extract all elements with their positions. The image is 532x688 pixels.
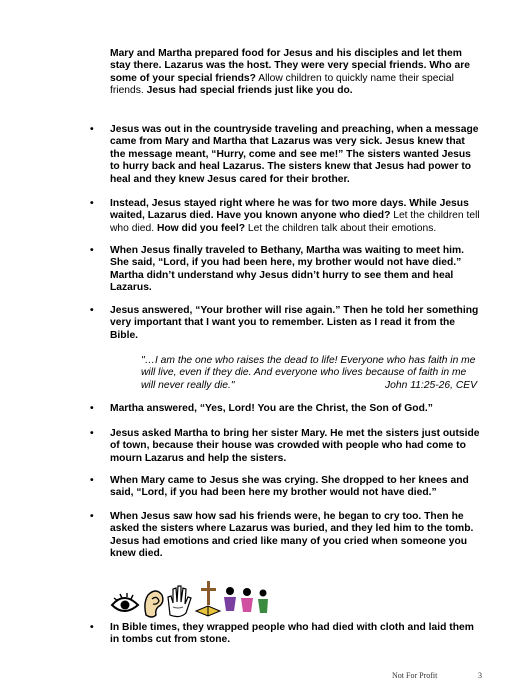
bullet-marker: • [90, 511, 94, 522]
page-number: 3 [478, 671, 482, 680]
bullet-item-6 [90, 428, 482, 465]
bullet-marker: • [90, 403, 94, 414]
eye-icon [112, 593, 138, 611]
bullet-item-4 [90, 305, 482, 342]
bullet-text: Jesus asked Martha to bring her sister Mary. He met the sisters just outside of town, because their house was crowded with people who had come to mourn Lazarus and help the sisters. [110, 428, 480, 464]
footer-label: Not For Profit [392, 671, 438, 680]
bullet-text: When Jesus finally traveled to Bethany, Martha was waiting to meet him. She said, “Lord, if you had been here, my brother would not have died.” Martha didn’t understand why Jesus didn’t hurry to see them and heal Lazarus. [110, 245, 464, 294]
intro-text-bold-2: Jesus had special friends just like you do. [143, 85, 353, 97]
people-icon [224, 587, 268, 613]
bullet-item-8 [90, 511, 482, 561]
bullet-text: Jesus answered, “Your brother will rise again.” Then he told her something very important that I want you to remember. Listen as I read it from the Bible. [110, 305, 479, 341]
bullet-marker: • [90, 245, 94, 256]
bullet-text: Martha answered, “Yes, Lord! You are the Christ, the Son of God.” [110, 403, 433, 414]
bullet-item-1 [90, 124, 482, 186]
bullet-marker: • [90, 198, 94, 209]
bullet-marker: • [90, 305, 94, 316]
bullet-text: Jesus was out in the countryside traveling and preaching, when a message came from Mary and Martha that Lazarus was very sick. Jesus knew that the message meant, “Hurry, come and see me!” The sisters wanted Jesus to hurry back and heal Lazarus. The sisters knew that Jesus had power to heal and they knew Jesus cared for their brother. [110, 124, 479, 185]
bullet-text: When Jesus saw how sad his friends were, he began to cry too. Then he asked the sisters where Lazarus was buried, and they led him to the tomb. Jesus had emotions and cried like many of you cried when someone you knew died. [110, 511, 474, 560]
bullet-item-5 [90, 403, 482, 415]
cross-book-icon [196, 581, 220, 616]
bullet-text: Instead, Jesus stayed right where he was for two more days. While Jesus waited, Lazarus died. Have you known anyone who died? [110, 198, 469, 222]
bullet-instruction: Let the children tell who died. [110, 210, 480, 234]
hand-icon [168, 586, 191, 617]
senses-clipart [110, 577, 270, 619]
bullet-text: When Mary came to Jesus she was crying. She dropped to her knees and said, “Lord, if you had been here my brother would not have died.” [110, 475, 469, 499]
quote-reference: John 11:25-26, CEV [385, 379, 477, 391]
bullet-item-7 [90, 475, 482, 500]
intro-text-bold-1: Mary and Martha prepared food for Jesus and his disciples and let them stay there. Lazarus was the host. They were very special friends. Who are some of your special friends? [110, 48, 470, 84]
intro-instruction: Allow children to quickly name their special friends. [110, 72, 454, 97]
bullet-item-9 [90, 622, 482, 647]
bullet-marker: • [90, 622, 94, 633]
ear-icon [145, 591, 163, 617]
bullet-marker: • [90, 475, 94, 486]
bullet-marker: • [90, 428, 94, 439]
bullet-text: How did you feel? [154, 222, 246, 234]
page-footer [380, 669, 490, 683]
bullet-item-3 [90, 245, 482, 295]
bullet-marker: • [90, 124, 94, 135]
quote-text: "…I am the one who raises the dead to life! Everyone who has faith in me will live, even if they die. And everyone who lives because of faith in me will never really die." [141, 355, 476, 391]
intro-paragraph [110, 48, 482, 98]
scripture-quote [141, 355, 481, 392]
bullet-item-2 [90, 198, 482, 235]
bullet-instruction: Let the children talk about their emotions. [245, 222, 437, 234]
bullet-text: In Bible times, they wrapped people who had died with cloth and laid them in tombs cut from stone. [110, 622, 474, 646]
